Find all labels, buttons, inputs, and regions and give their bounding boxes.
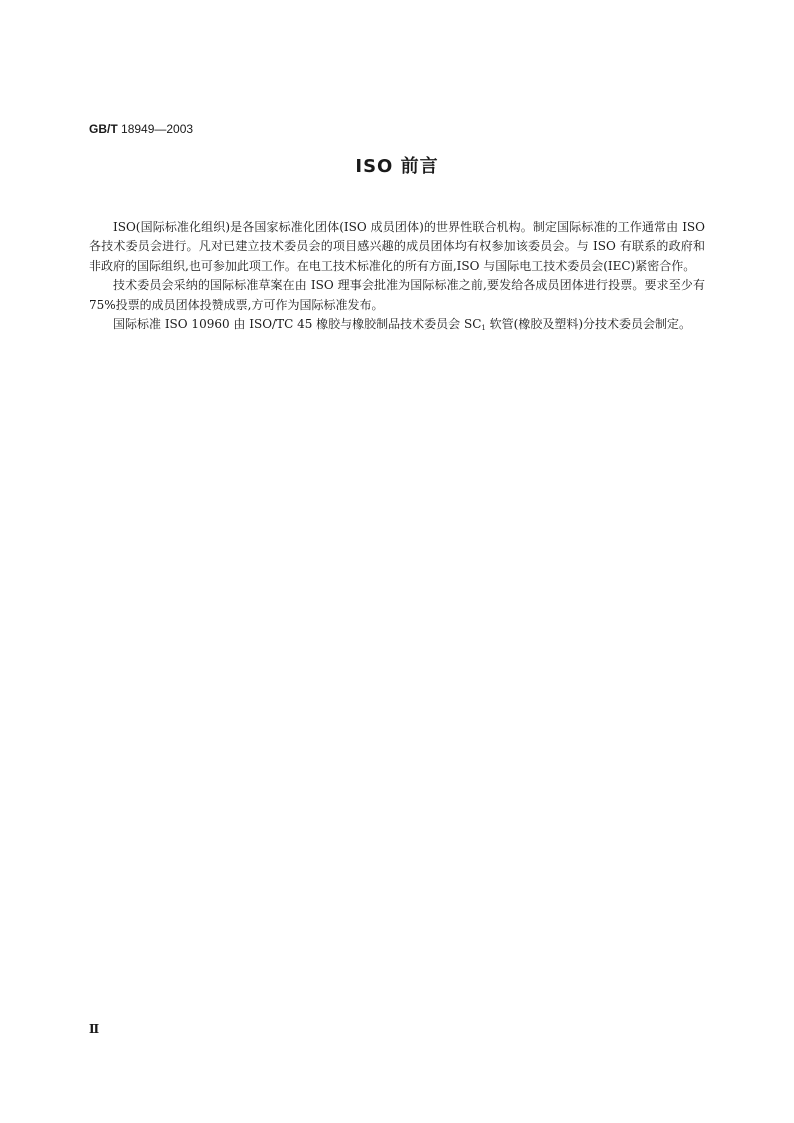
foreword-body [89,218,705,338]
paragraph-preparation [89,315,705,338]
page-title: ISO 前言 [355,156,439,177]
page-number: Ⅱ [89,1022,100,1036]
subcommittee-subscript: 1 [481,324,486,333]
standard-number: 18949—2003 [121,122,194,136]
paragraph-preparation-end: 软管(橡胶及塑料)分技术委员会制定。 [485,317,692,332]
paragraph-preparation-start: 国际标准 ISO 10960 由 ISO/TC 45 橡胶与橡胶制品技术委员会 SC [113,317,482,332]
paragraph-voting: 技术委员会采纳的国际标准草案在由 ISO 理事会批准为国际标准之前,要发给各成员团体进行投票。要求至少有 75%投票的成员团体投赞成票,方可作为国际标准发布。 [89,278,705,312]
paragraph-iso-organization: ISO(国际标准化组织)是各国家标准化团体(ISO 成员团体)的世界性联合机构。制定国际标准的工作通常由 ISO 各技术委员会进行。凡对已建立技术委员会的项目感兴趣的成员团体均有权参加该委员会。与 ISO 有联系的政府和非政府的国际组织,也可参加此项工作。在电工技术标准化的所有方面,ISO 与国际电工技术委员会(IEC)紧密合作。 [89,220,705,273]
standard-prefix: GB/T [89,122,118,136]
standard-code [89,121,193,137]
